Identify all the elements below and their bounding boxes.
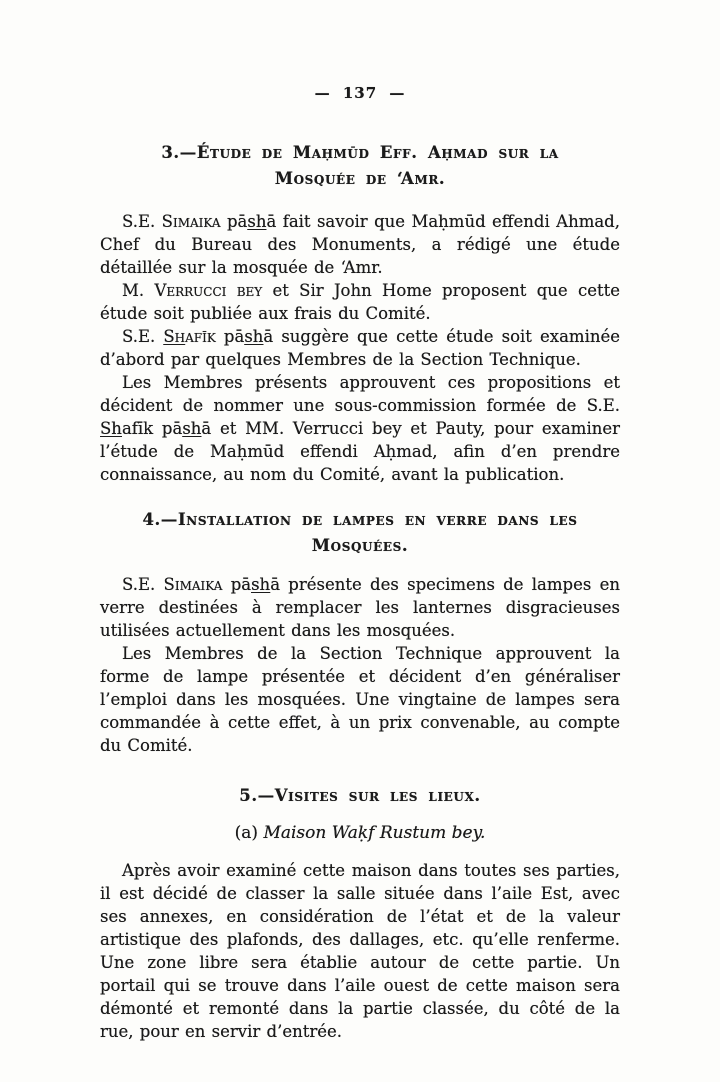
text-segment: Installation de lampes en verre dans les Mosquées. — [177, 510, 578, 555]
section-3-heading — [120, 140, 600, 192]
text-segment: ā présente des specimens de lampes en verre destinées à remplacer les lanternes disgracieuses utilisées actuellement dans les mosquées. — [100, 575, 620, 640]
text-segment: ā suggère que cette étude soit examinée d’abord par quelques Membres de la Section Technique. — [100, 327, 620, 369]
section-5-paragraph-1 — [100, 859, 620, 1043]
text-segment: Sh — [163, 327, 186, 346]
text-segment: 4.— — [142, 510, 178, 529]
section-3-paragraph-1 — [100, 210, 620, 279]
text-segment: pā — [222, 575, 252, 594]
text-segment: ā fait savoir que Maḥmūd effendi Ahmad, Chef du Bureau des Monuments, a rédigé une étude détaillée sur la mosquée de ‘Amr. — [100, 212, 620, 277]
section-5-subheading — [100, 821, 620, 845]
section-3-paragraph-4 — [100, 371, 620, 486]
text-segment: S.E. — [122, 575, 164, 594]
text-segment: pā — [215, 327, 245, 346]
text-segment: sh — [247, 212, 267, 231]
text-segment: Étude de Maḥmūd Eff. Aḥmad sur la Mosquée de ‘Amr. — [196, 143, 559, 188]
text-segment: M. — [122, 281, 155, 300]
text-segment: et Sir John Home proposent que cette étude soit publiée aux frais du Comité. — [100, 281, 620, 323]
text-segment: afīk pā — [121, 419, 183, 438]
text-segment: Simaika — [161, 212, 221, 231]
text-segment: Après avoir examiné cette maison dans toutes ses parties, il est décidé de classer la salle située dans l’aile Est, avec ses annexes, en considération de l’état et de la valeur artistique des plafonds, des dallages, etc. qu’elle renferme. Une zone libre sera établie autour de cette partie. Un portail qui se trouve dans l’aile ouest de cette maison sera démonté et remonté dans la partie classée, du côté de la rue, pour en servir d’entrée. — [100, 861, 620, 1041]
text-segment: S.E. — [122, 212, 162, 231]
text-segment: pā — [220, 212, 248, 231]
text-segment: (a) — [234, 823, 264, 843]
section-4-paragraph-1 — [100, 573, 620, 642]
text-segment: Maison Waḳf Rustum bey. — [263, 823, 486, 843]
section-3-paragraph-2 — [100, 279, 620, 325]
text-segment: sh — [244, 327, 264, 346]
text-segment: Visites sur les lieux. — [274, 786, 481, 805]
text-segment: 5.— — [239, 786, 275, 805]
text-segment: Simaika — [163, 575, 223, 594]
section-5-heading — [100, 783, 620, 809]
text-segment: S.E. — [122, 327, 164, 346]
text-segment: ā et MM. Verrucci bey et Pauty, pour examiner l’étude de Maḥmūd effendi Aḥmad, afin d’en prendre connaissance, au nom du Comité, avant la publication. — [100, 419, 620, 484]
section-3-paragraph-3 — [100, 325, 620, 371]
text-segment: Verrucci bey — [154, 281, 263, 300]
text-segment: 3.— — [161, 143, 197, 162]
text-segment: Les Membres de la Section Technique approuvent la forme de lampe présentée et décident d’en généraliser l’emploi dans les mosquées. Une vingtaine de lampes sera commandée à cette effet, à un prix convenable, au compte du Comité. — [100, 644, 620, 755]
text-segment: sh — [182, 419, 202, 438]
section-4-heading — [100, 507, 620, 559]
text-segment: afīk — [185, 327, 216, 346]
text-segment: Sh — [100, 419, 122, 438]
text-segment: Les Membres présents approuvent ces propositions et décident de nommer une sous-commission formée de S.E. — [100, 373, 620, 415]
text-segment: sh — [251, 575, 271, 594]
section-4-paragraph-2 — [100, 642, 620, 757]
page-number: — 137 — — [314, 84, 406, 102]
